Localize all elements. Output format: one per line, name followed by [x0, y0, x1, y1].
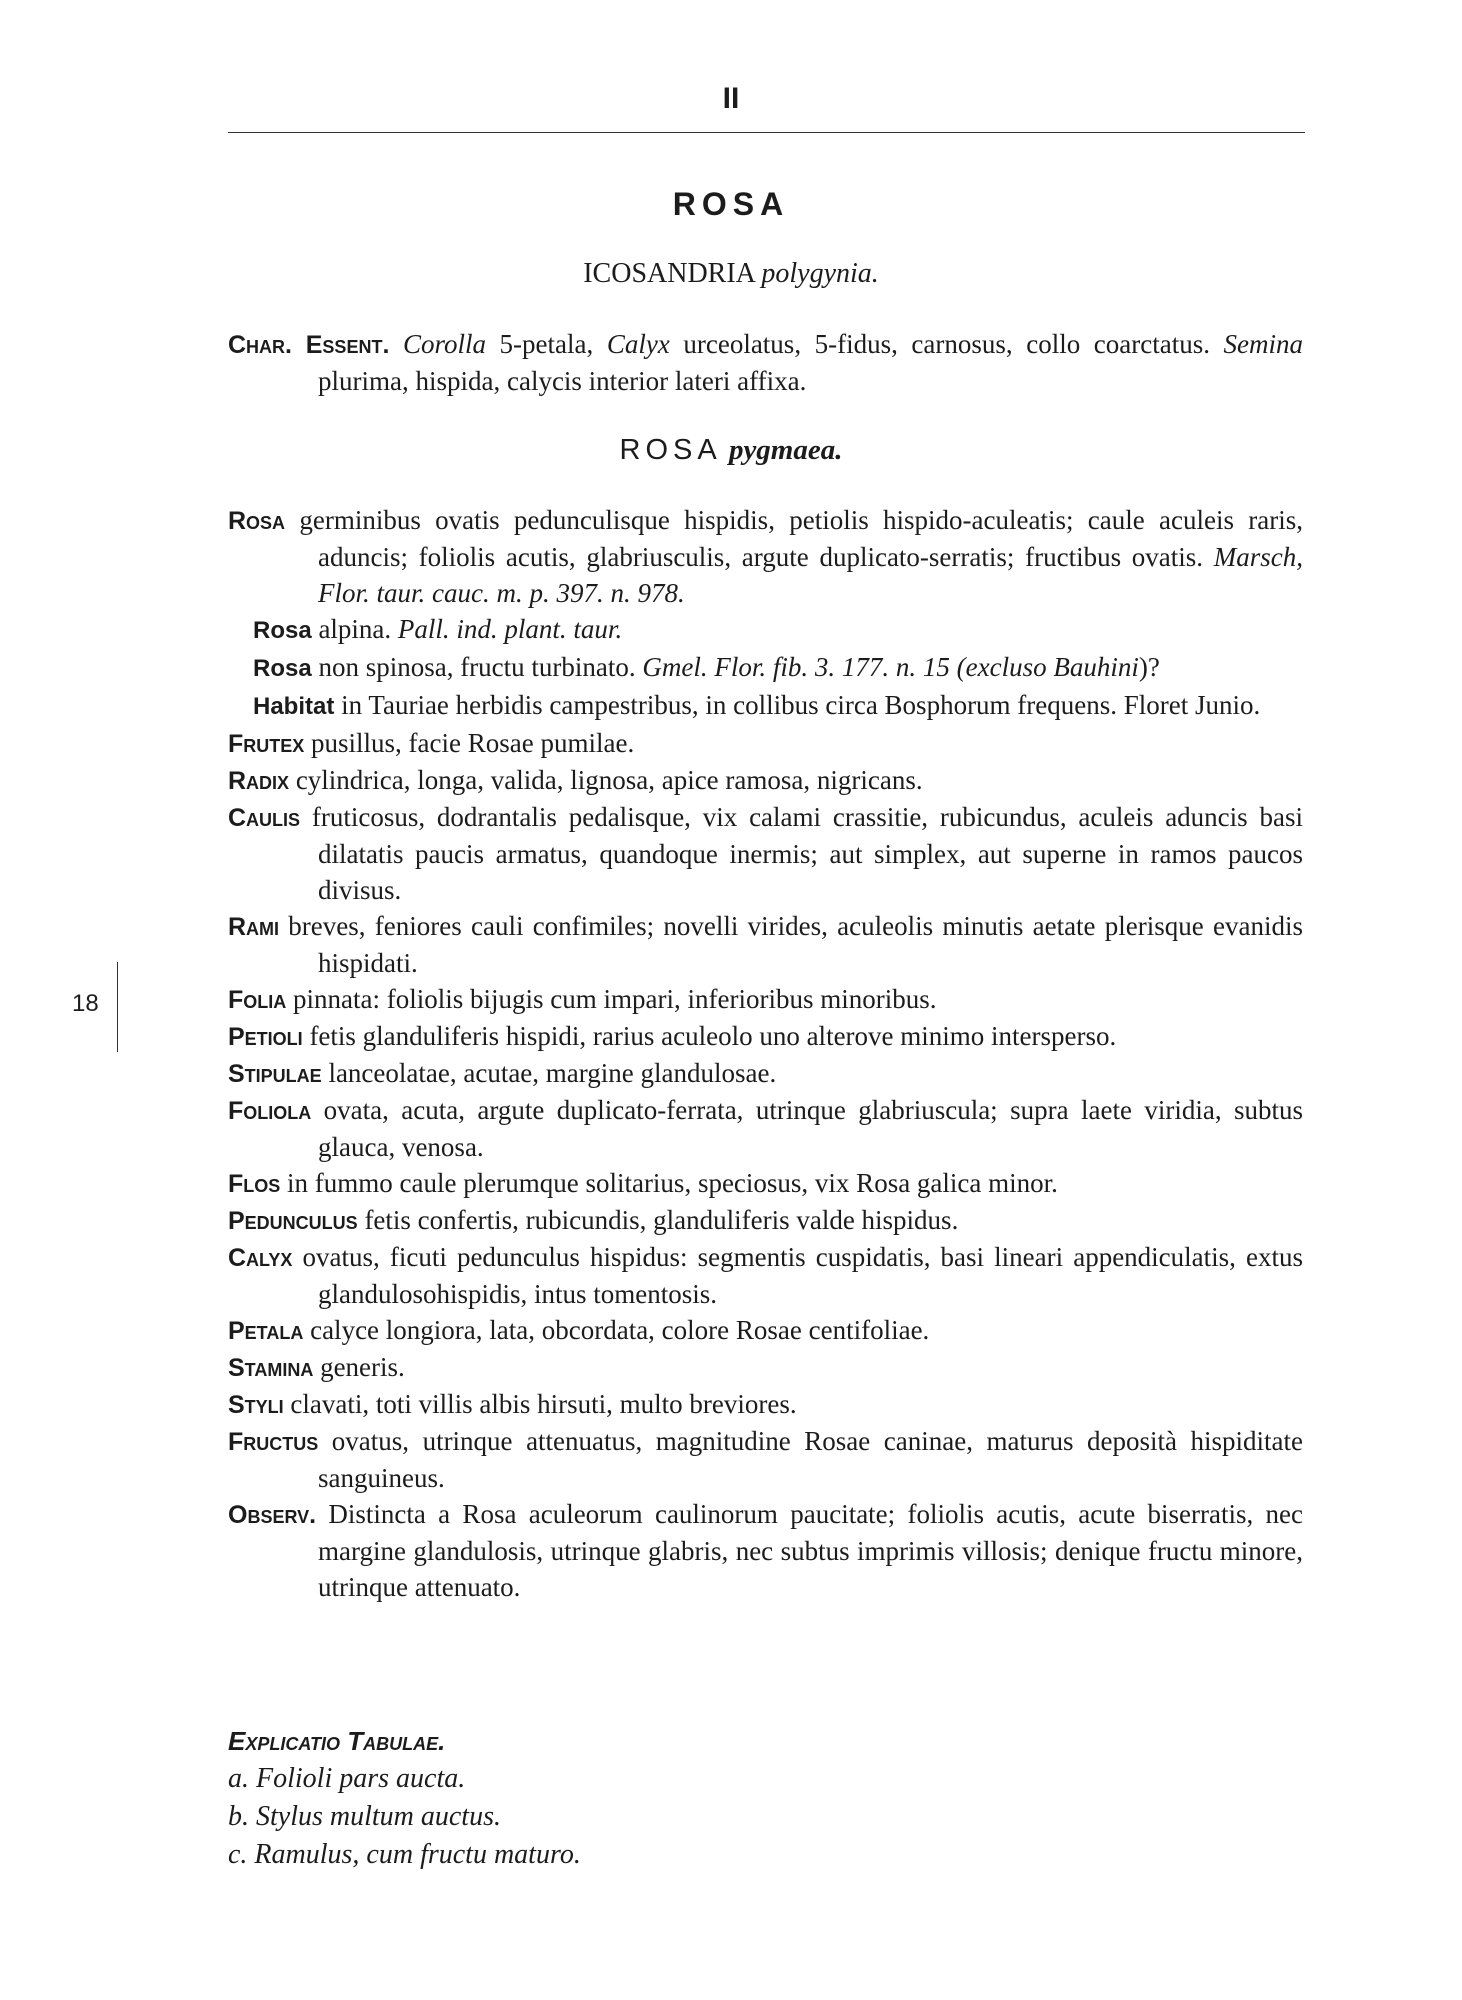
semina-term: Semina — [1223, 329, 1303, 359]
essent-label: Char. Essent. — [228, 331, 390, 359]
entry-text: cylindrica, longa, valida, lignosa, apice ramosa, nigricans. — [289, 765, 923, 795]
entry-text: pusillus, facie Rosae pumilae. — [304, 728, 635, 758]
corolla-term: Corolla — [402, 329, 486, 359]
corolla-text: 5-petala, — [485, 329, 607, 359]
description-entry — [228, 799, 1303, 908]
synonym-tail: )? — [1138, 652, 1160, 682]
description-entry — [228, 1055, 1303, 1092]
entry-label: Folia — [228, 986, 287, 1014]
margin-rule — [117, 962, 118, 1052]
entry-text: ovata, acuta, argute duplicato-ferrata, utrinque glabriuscula; supra laete viridia, subtus glauca, venosa. — [311, 1095, 1303, 1162]
description-entry — [228, 1018, 1303, 1055]
calyx-term: Calyx — [606, 329, 670, 359]
synonym-citation: Pall. ind. plant. taur. — [397, 614, 623, 644]
entry-text: ovatus, utrinque attenuatus, magnitudine Rosae caninae, maturus deposità hispiditate sanguineus. — [318, 1426, 1303, 1493]
description-entry — [228, 725, 1303, 762]
entry-label: Rami — [228, 913, 280, 941]
description-entry — [228, 1349, 1303, 1386]
diagnosis-text: germinibus ovatis pedunculisque hispidis, petiolis hispido-aculeatis; caule aculeis raris, aduncis; foliolis acutis, glabriusculis, argute duplicato-serratis; fructibus ovatis. — [285, 505, 1303, 572]
synonym-citation: Gmel. Flor. fib. 3. 177. n. 15 (excluso Bauhini — [642, 652, 1139, 682]
synonym-label: Rosa — [253, 617, 312, 644]
description-entry — [228, 762, 1303, 799]
class-name: ICOSANDRIA — [583, 258, 755, 289]
habitat-label: Habitat — [253, 693, 335, 720]
semina-text: plurima, hispida, calycis interior lateri affixa. — [318, 366, 807, 396]
synonym-label: Rosa — [253, 655, 312, 682]
entry-label: Radix — [228, 767, 290, 795]
order-name: polygynia. — [761, 258, 879, 289]
entry-label: Frutex — [228, 730, 305, 758]
entry-label: Styli — [228, 1391, 284, 1419]
entry-text: generis. — [313, 1352, 405, 1382]
plate-explanation-heading: Explicatio Tabulae. — [228, 1726, 446, 1756]
habitat-entry — [228, 687, 1303, 725]
entry-label: Observ. — [228, 1501, 317, 1529]
page-number: II — [722, 82, 740, 115]
entry-label: Petala — [228, 1317, 304, 1345]
synonym-entry — [228, 649, 1303, 687]
entry-label: Stamina — [228, 1354, 314, 1382]
diagnosis-entry — [228, 502, 1303, 611]
entry-text: fruticosus, dodrantalis pedalisque, vix calami crassitie, rubicundus, aculeis aduncis basi dilatatis paucis armatus, quandoque inermis; aut simplex, aut superne in ramos paucos divisus. — [300, 802, 1303, 905]
species-genus: ROSA — [619, 434, 722, 466]
description-entry — [228, 1312, 1303, 1349]
genus-title: ROSA — [672, 186, 790, 222]
habitat-text: in Tauriae herbidis campestribus, in collibus circa Bosphorum frequens. Floret Junio. — [334, 690, 1261, 720]
description-entry — [228, 1092, 1303, 1165]
plate-explanation-item: c. Ramulus, cum fructu maturo. — [228, 1839, 581, 1870]
entry-label: Caulis — [228, 804, 301, 832]
entry-text: clavati, toti villis albis hirsuti, multo breviores. — [283, 1389, 797, 1419]
synonym-text: alpina. — [311, 614, 398, 644]
entry-text: in fummo caule plerumque solitarius, speciosus, vix Rosa galica minor. — [280, 1168, 1058, 1198]
entry-text: pinnata: foliolis bijugis cum impari, inferioribus minoribus. — [286, 984, 937, 1014]
entry-label: Stipulae — [228, 1060, 322, 1088]
description-entry — [228, 1386, 1303, 1423]
plate-explanation — [228, 1722, 1128, 1874]
description-entry — [228, 1239, 1303, 1312]
entry-text: Distincta a Rosa aculeorum caulinorum paucitate; foliolis acutis, acute biserratis, nec margine glandulosis, utrinque glabris, nec subtus imprimis villosis; denique fructu minore, utrinque attenuato. — [316, 1499, 1303, 1602]
synonym-text: non spinosa, fructu turbinato. — [311, 652, 643, 682]
description-entry — [228, 1202, 1303, 1239]
entry-text: fetis confertis, rubicundis, glanduliferis valde hispidus. — [357, 1205, 959, 1235]
entry-text: fetis glanduliferis hispidi, rarius aculeolo uno alterove minimo intersperso. — [302, 1021, 1117, 1051]
entry-text: breves, feniores cauli confimiles; novelli virides, aculeolis minutis aetate plerisque evanidis hispidati. — [279, 911, 1303, 978]
entry-label: Petioli — [228, 1023, 303, 1051]
synonym-entry — [228, 611, 1303, 649]
description-entry — [228, 908, 1303, 981]
description-entry — [228, 981, 1303, 1018]
entry-label: Flos — [228, 1170, 281, 1198]
calyx-text: urceolatus, 5-fidus, carnosus, collo coarctatus. — [669, 329, 1210, 359]
entry-text: ovatus, ficuti pedunculus hispidus: segmentis cuspidatis, basi lineari appendiculatis, extus glandulosohispidis, intus tomentosis. — [292, 1242, 1303, 1309]
margin-page-number: 18 — [72, 990, 99, 1017]
plate-explanation-item: b. Stylus multum auctus. — [228, 1801, 501, 1832]
entry-label: Fructus — [228, 1428, 319, 1456]
entry-text: lanceolatae, acutae, margine glandulosae. — [321, 1058, 777, 1088]
species-title — [0, 434, 1462, 467]
description-entry — [228, 1165, 1303, 1202]
species-epithet: pygmaea. — [728, 434, 843, 466]
entry-label: Calyx — [228, 1244, 293, 1272]
diagnosis-label: Rosa — [228, 507, 286, 535]
species-description — [228, 502, 1303, 1605]
header-rule — [228, 132, 1305, 133]
essential-characters — [228, 326, 1303, 399]
entry-text: calyce longiora, lata, obcordata, colore Rosae centifoliae. — [303, 1315, 930, 1345]
entry-label: Foliola — [228, 1097, 312, 1125]
description-entry — [228, 1423, 1303, 1496]
plate-explanation-item: a. Folioli pars aucta. — [228, 1763, 466, 1794]
observation-entry — [228, 1496, 1303, 1605]
diagnosis-citation: Marsch, Flor. taur. cauc. m. p. 397. n. 978. — [318, 542, 1303, 608]
entry-label: Pedunculus — [228, 1207, 358, 1235]
essential-characters-text — [228, 326, 1303, 399]
classification — [0, 258, 1462, 290]
